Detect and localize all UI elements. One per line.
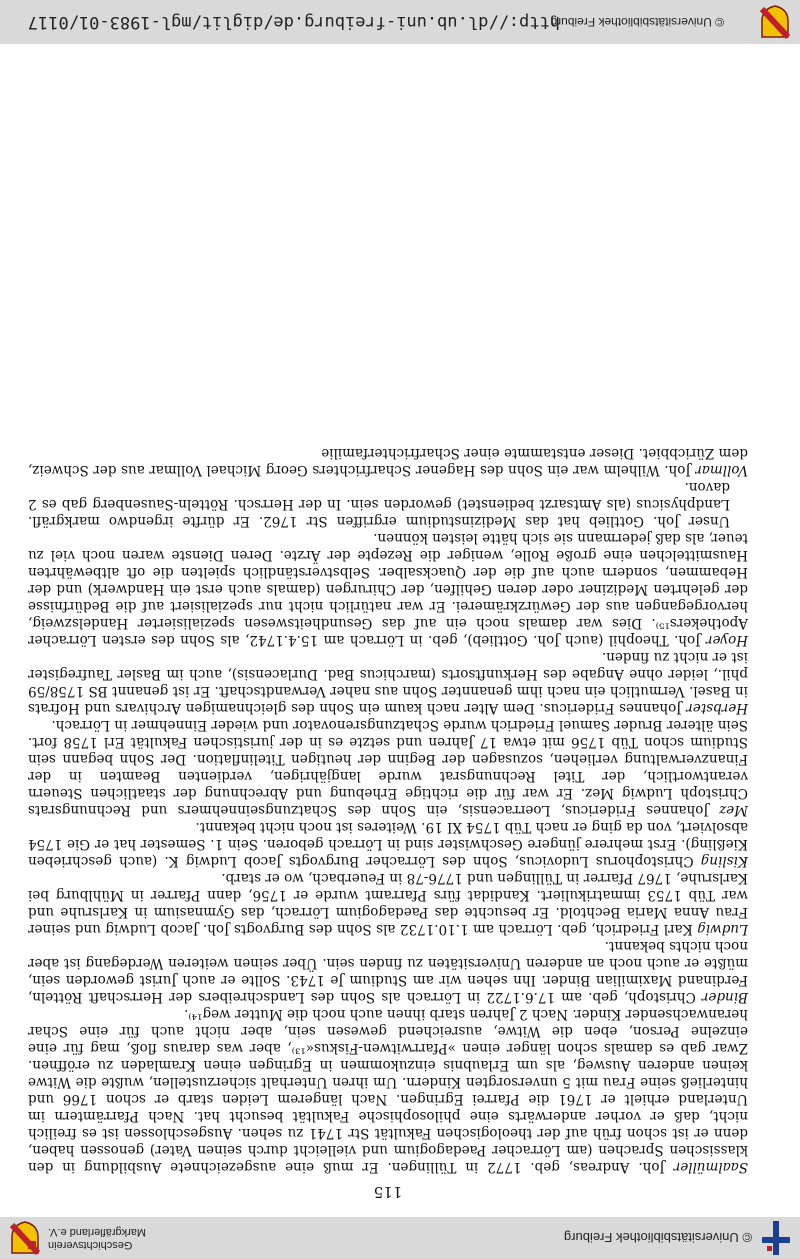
- ub-cross-icon: [762, 1221, 790, 1255]
- entry-ludwig: Ludwig Karl Friedrich, geb. Lörrach am 1.10.1732 als Sohn des Burgvogts Joh. Jacob Ludwig und seiner Frau Anna Maria Bechtold. Er besuchte das Paedagogium Lörrach, das Gymnasium in Karlsruhe und war Tüb 1753 immatrikuliert. Kandidat fürs Pfarramt wurde er 1756, dann Pfarrer in Mühlburg bei Karlsruhe, 1767 Pfarrer in Tüllingen und 1776-78 in Feuerbach, wo er starb.: [27, 870, 748, 937]
- coat-of-arms-icon: [10, 1221, 40, 1255]
- entry-hoyer-continued: Unser Joh. Gottlieb hat das Medizinstudium ergriffen Str 1762. Er dürfte irgendwo markgräfl. Landphysicus (als Amtsarzt bedienstet) geworden sein. In der Herrsch. Rötteln-Sausenberg gab es 2 davon.: [28, 479, 730, 529]
- page-body: [28, 444, 748, 1201]
- viewer-header: [0, 1217, 800, 1259]
- entry-vollmar: Vollmar Joh. Wilhelm war ein Sohn des Hagener Scharfrichters Georg Michael Vollmar aus der Schweiz, dem Züricbbiet. Dieser entstammte einer Scharfrichterfamilie: [28, 445, 748, 478]
- entry-herbster: Herbster Johannes Fridericus. Dem Alter nach kaum ein Sohn des gleichnamigen Archivars und Hofrats in Basel. Vermutlich ein nach ihm genannter Sohn aus naher Verwandtschaft. Er ist genannt BS 1758/59 phil., leider ohne Angabe des Herkunftsorts (marchicus Bad. Durlacensis), auch im Basler Taufregister ist er nicht zu finden.: [28, 649, 748, 716]
- viewer-footer: [0, 0, 800, 44]
- society-logo[interactable]: [10, 1221, 146, 1255]
- society-name: Geschichtsverein Markgräflerland e.V.: [48, 1226, 147, 1251]
- page-number: 115: [373, 1183, 403, 1201]
- footer-library-name: © Universitätsbibliothek Freiburg: [550, 15, 724, 29]
- entry-hoyer: Hoyer Joh. Theophil (auch Joh. Gottlieb), geb. in Lörrach am 15.4.1742, als Sohn des ersten Lörracher Apothekers¹⁵⁾. Dies war damals noch ein auf das Gesundheitswesen spezialisierter Handelszweig, hervorgegangen aus der Gewürzkrämerei. Er war natürlich nicht nur spezialisiert auf die Bedürfnisse der gelehrten Mediziner oder deren Gehilfen, der Chirurgen (damals auch erst ein Handwerk) und der Hebammen, sondern auch auf die der Quacksalber. Selbstverständlich spielten die oft altbewährten Hausmittelchen eine große Rolle, weniger die Rezepte der Ärzte. Deren Dienste waren noch viel zu teuer, als daß jedermann sie sich hätte leisten können.: [28, 530, 748, 648]
- library-logo[interactable]: [564, 1221, 790, 1255]
- library-name: © Universitätsbibliothek Freiburg: [563, 1230, 752, 1246]
- entry-binder: Binder Christoph, geb. am 17.6.1722 in Lörrach als Sohn des Landschreibers der Herrschaft Rötteln, Ferdinand Maximilian Binder. Ihn sehen wir am Studium Je 1743. Sollte er auch Jurist geworden sein, müßte er auch noch an anderen Universitäten zu finden sein. Über seinen weiteren Werdegang ist aber noch nichts bekannt.: [28, 938, 748, 1005]
- coat-of-arms-small-icon: [760, 5, 790, 39]
- permalink-url[interactable]: http://dl.ub.uni-freiburg.de/diglit/mgl-1983-01/0117: [27, 12, 560, 32]
- entry-mez: Mez Johannes Fridericus, Loerracensis, ein Sohn des Schatzungseinnehmers und Rechnungsrats Christoph Ludwig Mez. Er war für die richtige Erhebung und Abrechnung der staatlichen Steuern verantwortlich, der Titel Rechnungsrat wurde langjährigen, verdienten Beamten in der Finanzverwaltung verliehen, sozusagen der Beginn der heutigen Titelinflation. Der Sohn begann sein Studium schon Tüb 1756 mit etwa 17 Jahren und setzte es in der juristischen Fakultät Erl 1758 fort. Sein älterer Bruder Samuel Friedrich wurde Schatzungsrenovator und wieder Einnehmer in Lörrach.: [27, 717, 748, 818]
- entry-kisling: Kisling Christophorus Ludovicus, Sohn des Lörracher Burgvogts Jacob Ludwig K. (auch geschrieben Kießling). Erst mehrere jüngere Geschwister sind in Lörrach geboren. Sein 1. Semester hat er Gie 1754 absolviert, von da ging er nach Tüb 1754 XI 19. Weiteres ist noch nicht bekannt.: [28, 819, 748, 869]
- entry-saalmueller: Saalmüller Joh. Andreas, geb. 1772 in Tüllingen. Er muß eine ausgezeichnete Ausbildung in den klassischen Sprachen (am Lörracher Paedagogium und vielleicht durch seinen Vater) genossen haben, denn er ist schon früh auf der theologischen Fakultät Str 1741 zu sehen. Ausgeschlossen ist es freilich nicht, daß er vorher anderwärts eine philosophische Fakultät besucht hat. Nach Pfarrämtern im Unterland erhielt er 1761 die Pfarrei Egringen. Nach längerem Leiden starb er schon 1766 und hinterließ seine Frau mit 5 unversorgten Kindern. Um ihren Unterhalt sicherzustellen, wußte die Witwe keinen anderen Ausweg, als um Erlaubnis einzukommen in Egringen einen Kramladen zu eröffnen. Zwar gab es damals schon länger einen »Pfarrwitwen-Fiskus«¹³⁾, aber was daraus floß, mag für eine einzelne Person, eben die Witwe, ausreichend gewesen sein, aber nicht auch für eine Schar heranwachsender Kinder. Nach 2 Jahren starb ihnen auch noch die Mutter weg¹⁴⁾.: [27, 1006, 748, 1175]
